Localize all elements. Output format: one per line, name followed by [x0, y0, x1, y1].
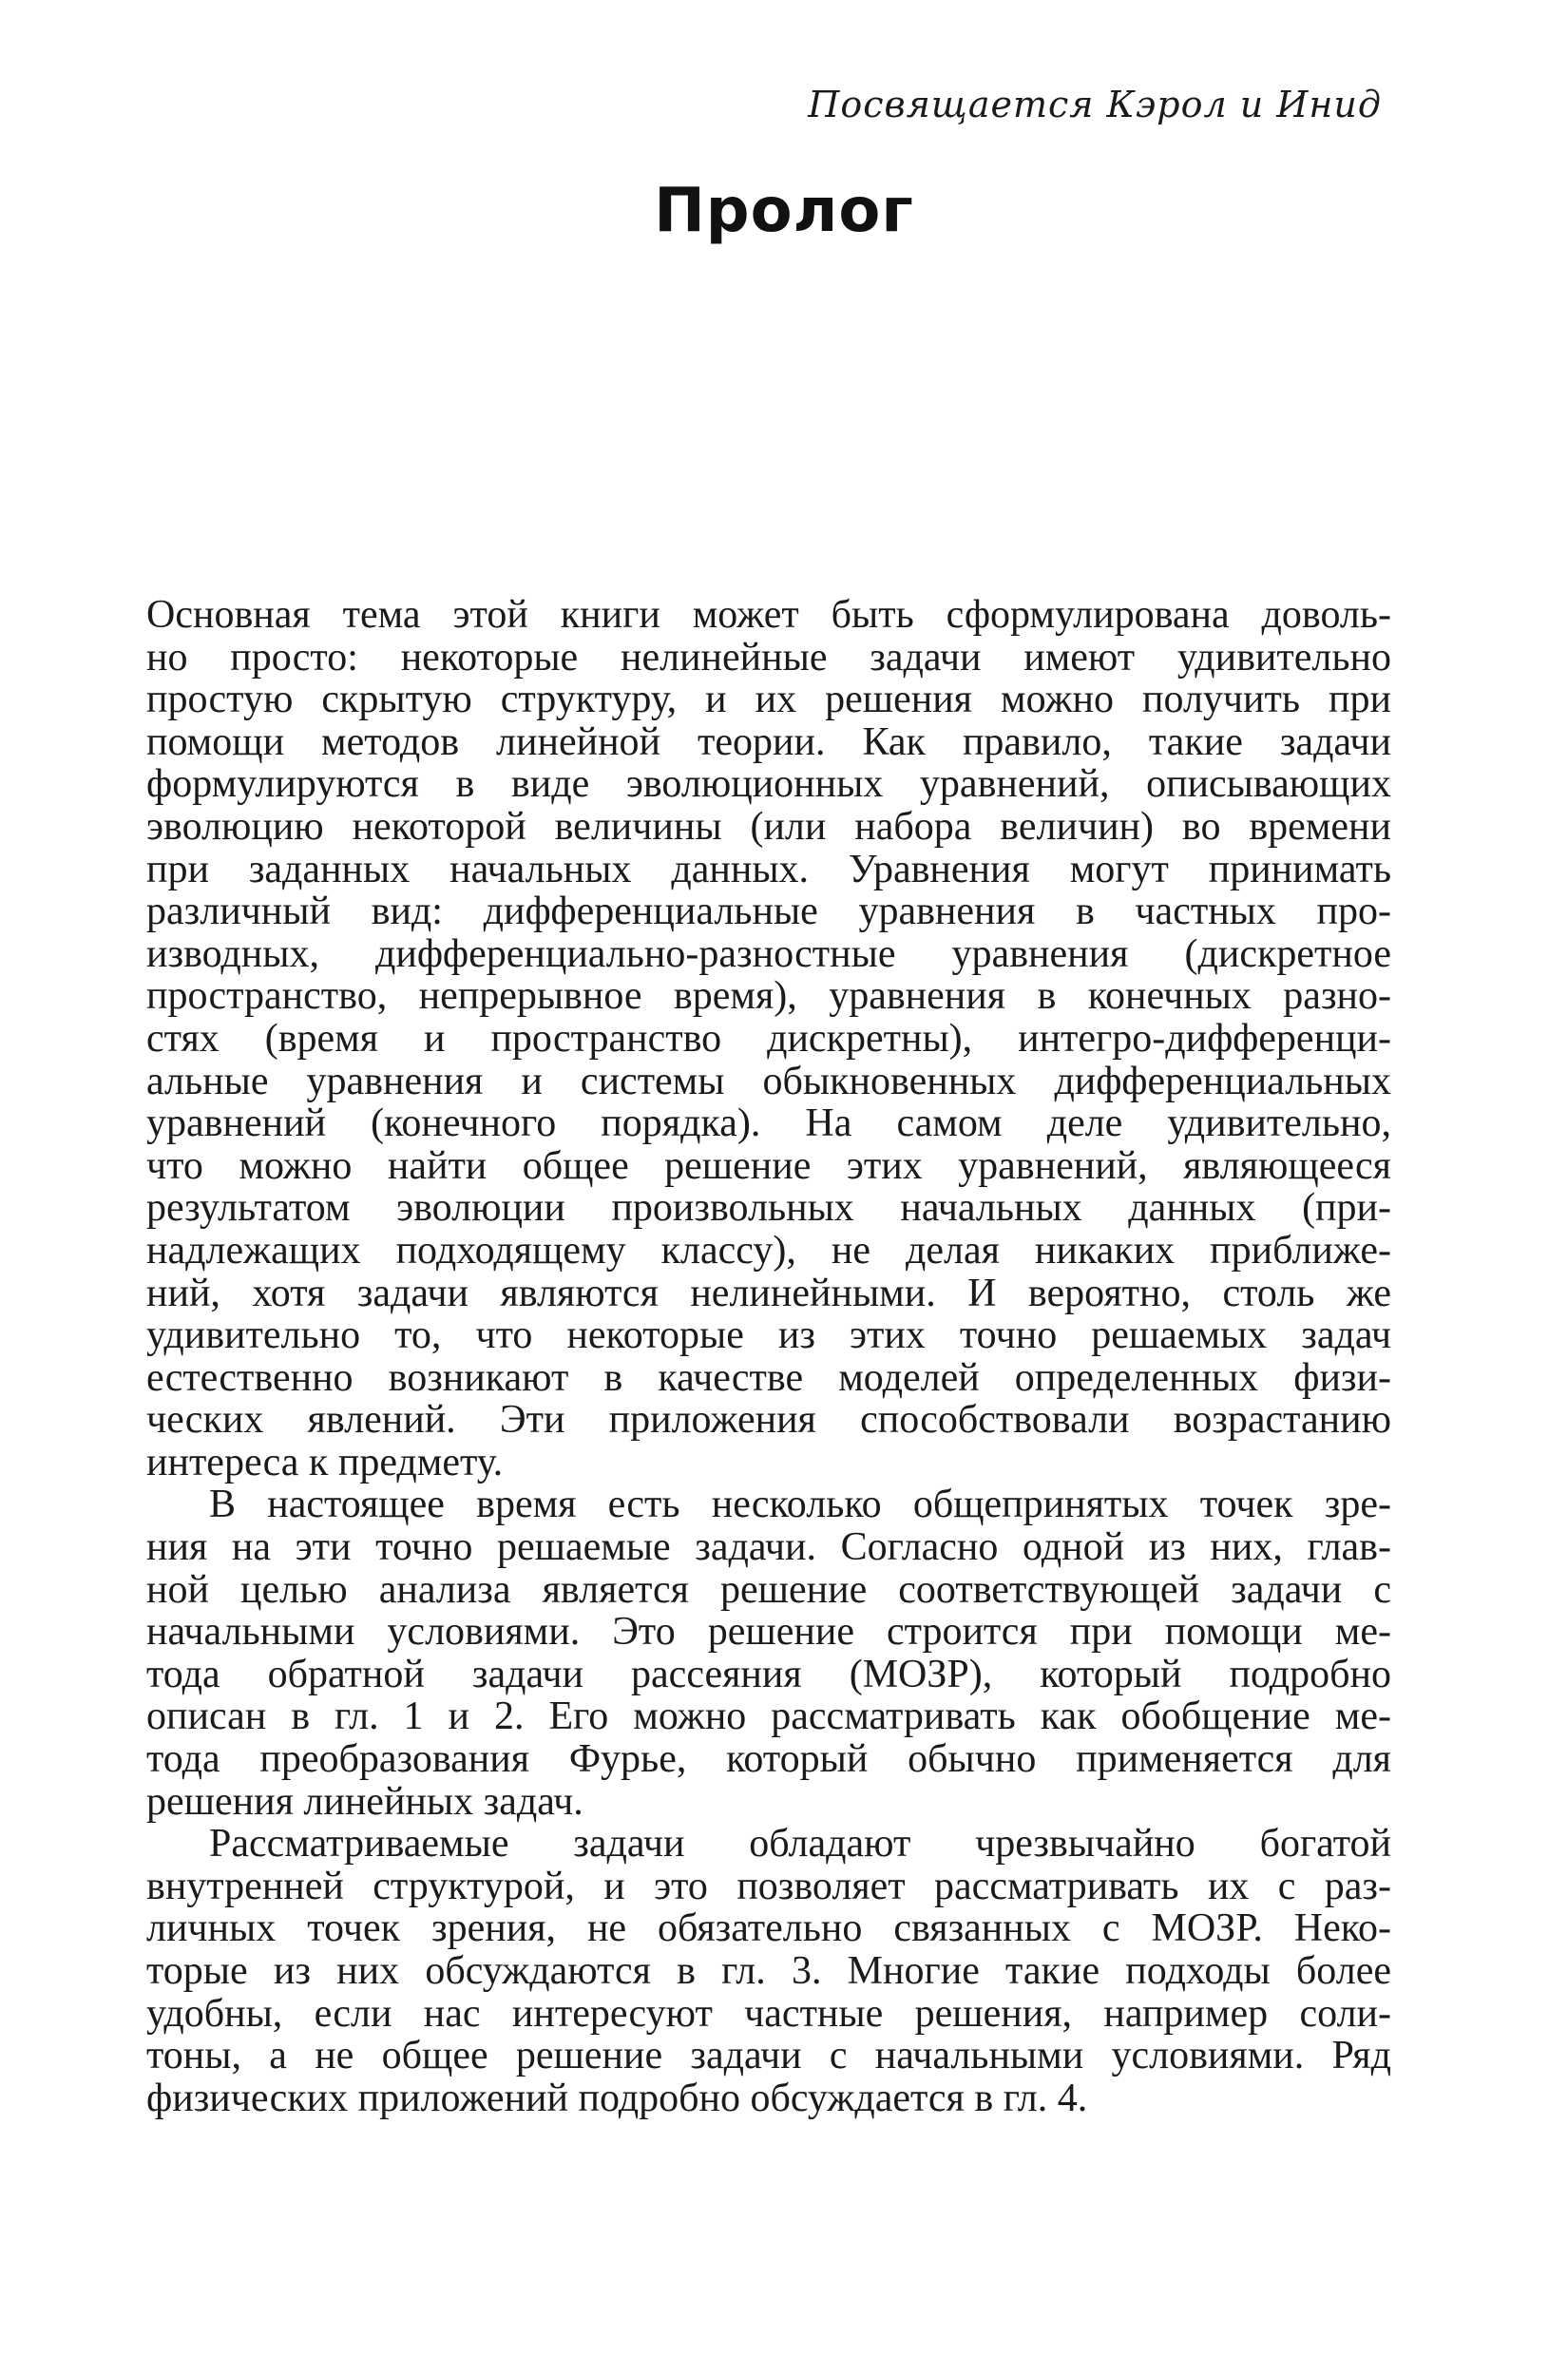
text-line: при заданных начальных данных. Уравнения могут принимать [146, 847, 1391, 891]
text-line: уравнений (конечного порядка). На самом деле удивительно, [146, 1101, 1391, 1146]
text-line: Рассматриваемые задачи обладают чрезвычайно богатой [209, 1822, 1391, 1867]
paragraph-3 [146, 1823, 1391, 2119]
text-line: ний, хотя задачи являются нелинейными. И вероятно, столь же [146, 1271, 1391, 1315]
text-line: различный вид: дифференциальные уравнения в частных про- [146, 890, 1391, 934]
text-line: формулируются в виде эволюционных уравнений, описывающих [146, 762, 1391, 807]
text-line: личных точек зрения, не обязательно связанных с МОЗР. Неко- [146, 1906, 1391, 1951]
text-line: торые из них обсуждаются в гл. 3. Многие такие подходы более [146, 1949, 1391, 1993]
text-line: что можно найти общее решение этих уравнений, являющееся [146, 1143, 1391, 1188]
paragraph-1 [146, 594, 1391, 1484]
text-line: пространство, непрерывное время), уравнения в конечных разно- [146, 974, 1391, 1019]
text-line: тода преобразования Фурье, который обычно применяется для [146, 1737, 1391, 1782]
text-line: решения линейных задач. [146, 1779, 583, 1824]
text-line: тода обратной задачи рассеяния (МОЗР), который подробно [146, 1652, 1391, 1696]
text-line: удивительно то, что некоторые из этих точно решаемых задач [146, 1313, 1391, 1358]
text-line: простую скрытую структуру, и их решения можно получить при [146, 678, 1391, 722]
text-line: внутренней структурой, и это позволяет рассматривать их с раз- [146, 1864, 1391, 1908]
text-line: описан в гл. 1 и 2. Его можно рассматривать как обобщение ме- [146, 1694, 1391, 1739]
text-line: надлежащих подходящему классу), не делая никаких приближе- [146, 1228, 1391, 1273]
text-line: изводных, дифференциально-разностные уравнения (дискретное [146, 931, 1391, 976]
text-line: помощи методов линейной теории. Как правило, такие задачи [146, 719, 1391, 764]
text-line: интереса к предмету. [146, 1440, 504, 1484]
text-line: ния на эти точно решаемые задачи. Согласно одной из них, глав- [146, 1525, 1391, 1570]
body-text [146, 594, 1391, 2119]
text-line: В настоящее время есть несколько общепринятых точек зре- [209, 1483, 1391, 1527]
page-title: Пролог [654, 176, 914, 246]
text-line: результатом эволюции произвольных начальных данных (при- [146, 1186, 1391, 1231]
text-line: ческих явлений. Эти приложения способствовали возрастанию [146, 1398, 1391, 1443]
text-line: альные уравнения и системы обыкновенных дифференциальных [146, 1059, 1391, 1103]
text-line: но просто: некоторые нелинейные задачи имеют удивительно [146, 635, 1391, 680]
text-line: тоны, а не общее решение задачи с начальными условиями. Ряд [146, 2034, 1391, 2078]
text-line: естественно возникают в качестве моделей определенных физи- [146, 1355, 1391, 1400]
text-line: Основная тема этой книги может быть сформулирована доволь- [146, 593, 1391, 637]
text-line: удобны, если нас интересуют частные решения, например соли- [146, 1991, 1391, 2036]
text-line: эволюцию некоторой величины (или набора величин) во времени [146, 804, 1391, 849]
dedication: Посвящается Кэрол и Инид [808, 84, 1382, 125]
paragraph-2 [146, 1484, 1391, 1823]
text-line: ной целью анализа является решение соответствующей задачи с [146, 1567, 1391, 1612]
text-line: стях (время и пространство дискретны), интегро-дифференци- [146, 1016, 1391, 1061]
text-line: начальными условиями. Это решение строится при помощи ме- [146, 1610, 1391, 1655]
text-line: физических приложений подробно обсуждается в гл. 4. [146, 2076, 1088, 2120]
